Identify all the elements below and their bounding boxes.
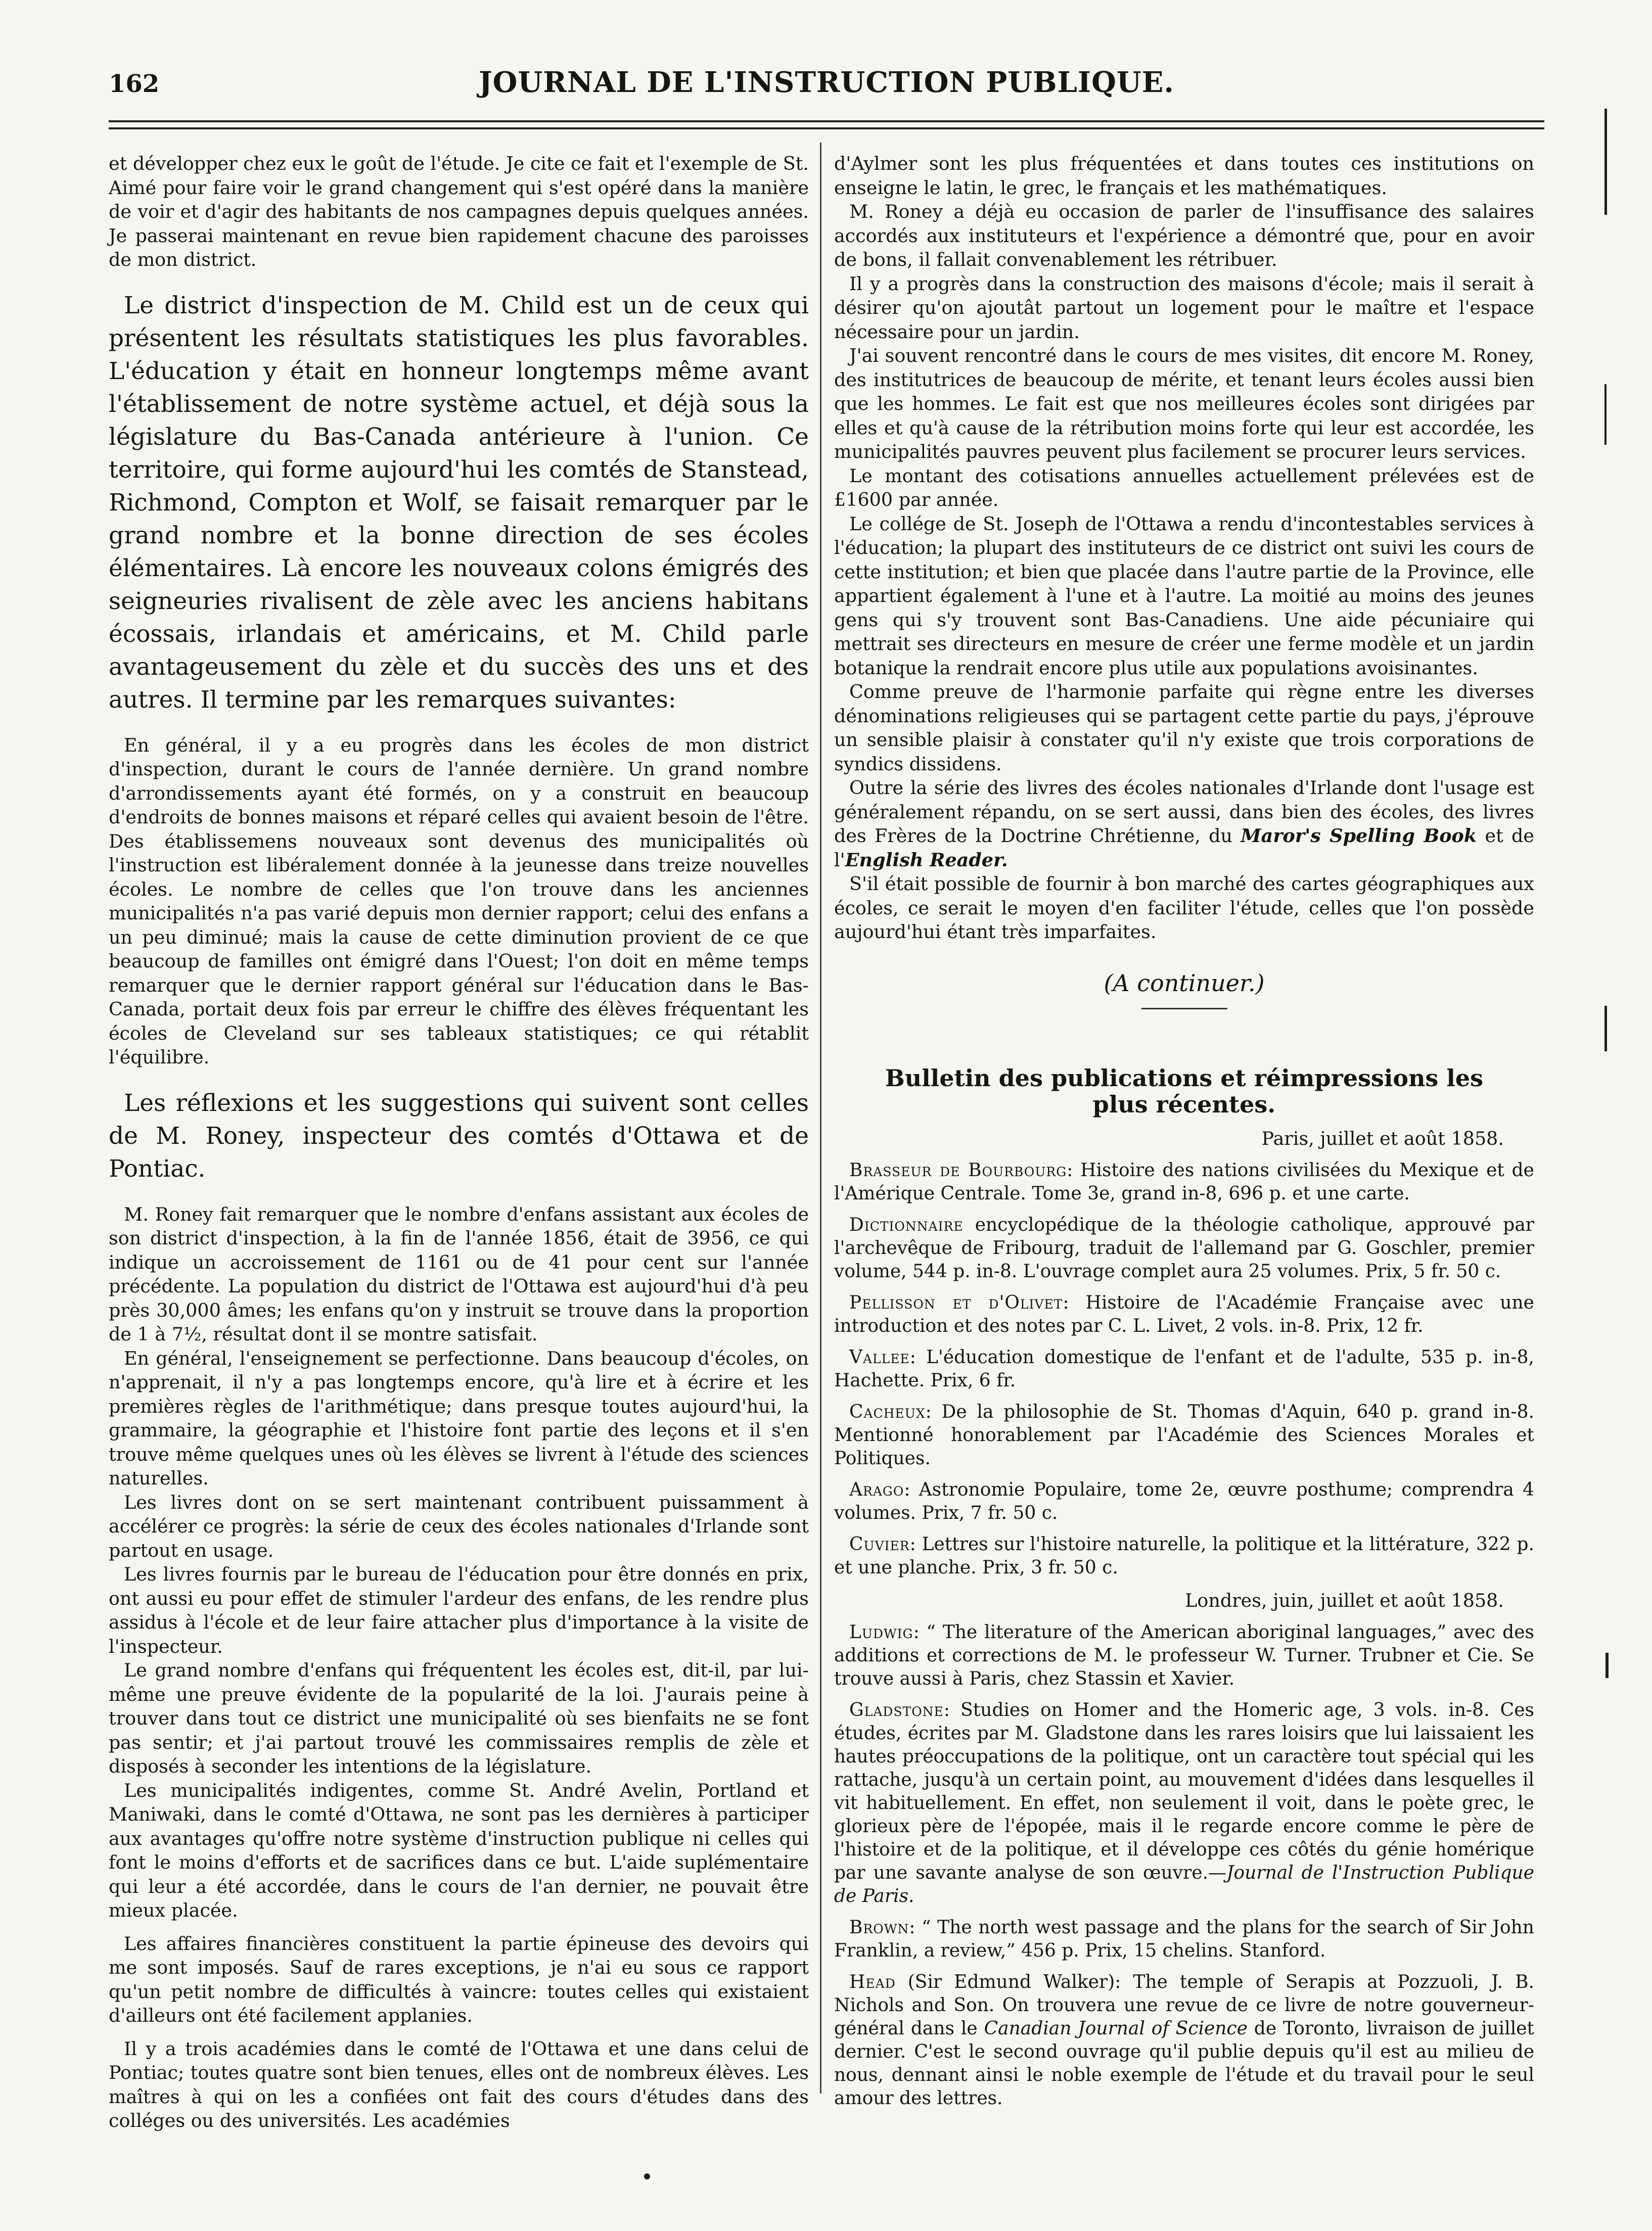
book-title: Maror's Spelling Book: [1241, 825, 1477, 847]
scan-edge-mark: [1604, 1006, 1607, 1051]
bibliography-entry: [834, 1159, 1534, 1205]
entry-text: : L'éducation domestique de l'enfant et de l'adulte, 535 p. in-8, Hachette. Prix, 6 fr.: [834, 1346, 1534, 1391]
scan-edge-mark: [1605, 1653, 1609, 1678]
left-column: [109, 152, 809, 2133]
bibliography-entry: [834, 1401, 1534, 1470]
dateline-londres: Londres, juin, juillet et août 1858.: [1185, 1589, 1504, 1611]
paragraph: Les livres fournis par le bureau de l'éducation pour être donnés en prix, ont aussi eu pour effet de stimuler l'ardeur des enfans, de les rendre plus assidus à l'école et de leur faire attacher plus d'importance à la visite de l'inspecteur.: [109, 1563, 809, 1657]
bibliography-entry: [834, 1621, 1534, 1691]
entry-source: Journal de l'Instruction Publique de Paris.: [834, 1862, 1535, 1907]
entry-text: : “ The north west passage and the plans for the search of Sir John Franklin, a review,” 456 p. Prix, 15 chelins. Stanford.: [834, 1917, 1534, 1961]
paragraph: Le collége de St. Joseph de l'Ottawa a rendu d'incontestables services à l'éducation; la plupart des instituteurs de ce district ont suivi les cours de cette institution; et bien que placée dans l'autre partie de la Province, elle appartient également à l'une et à l'autre. La moitié au moins des jeunes gens qui s'y trouvent sont Bas-Canadiens. Une aide pécuniaire qui mettrait ses directeurs en mesure de créer une ferme modèle et un jardin botanique la rendrait encore plus utile aux populations avoisinantes.: [834, 513, 1534, 679]
entry-text: : Histoire de l'Académie Française avec une introduction et des notes par C. L. Livet, 2 vols. in-8. Prix, 12 fr.: [834, 1292, 1534, 1336]
paragraph: Les livres dont on se sert maintenant contribuent puissamment à accélérer ce progrès: la série de ceux des écoles nationales d'Irlande sont partout en usage.: [109, 1491, 809, 1561]
entry-author: Brasseur de Bourbourg: [849, 1159, 1067, 1181]
bibliography-entry: [834, 1346, 1534, 1392]
paragraph: En général, l'enseignement se perfectionne. Dans beaucoup d'écoles, on n'apprenait, il n'y a pas longtemps encore, qu'à lire et à écrire et les premières règles de l'arithmétique; dans presque toutes aujourd'hui, la grammaire, la géographie et l'histoire font partie des leçons et il s'en trouve même quelques unes où les élèves se livrent à l'étude des sciences naturelles.: [109, 1347, 809, 1489]
paragraph: Comme preuve de l'harmonie parfaite qui règne entre les diverses dénominations religieuses qui se partagent cette partie du pays, j'éprouve un sensible plaisir à constater qu'il n'y existe que trois corporations de syndics dissidens.: [834, 681, 1534, 775]
entry-author: Arago: [849, 1479, 904, 1500]
paragraph: S'il était possible de fournir à bon marché des cartes géographiques aux écoles, ce serait le moyen d'en faciliter l'étude, celles que l'on possède aujourd'hui étant très imparfaites.: [834, 873, 1534, 943]
quoted-report-child: En général, il y a eu progrès dans les écoles de mon district d'inspection, durant le cours de l'année dernière. Un grand nombre d'arrondissements ayant été formés, on y a construit en beaucoup d'endroits de bonnes maisons et réparé celles qui avaient besoin de l'être. Des établissemens nouveaux sont devenus des municipalités où l'instruction est libéralement donnée à la jeunesse dans treize nouvelles écoles. Le nombre de celles que l'on trouve dans les anciennes municipalités n'a pas varié depuis mon dernier rapport; celui des enfans a un peu diminué; mais la cause de cette diminution provient de ce que beaucoup de familles ont émigré dans l'Ouest; l'on doit en même temps remarquer que le dernier rapport général sur l'éducation dans le Bas-Canada, portait deux fois par erreur le chiffre des élèves fréquentant les écoles de Cleveland sur ses tableaux statistiques; ce qui rétablit l'équilibre.: [109, 734, 809, 1068]
paragraph: M. Roney fait remarquer que le nombre d'enfans assistant aux écoles de son district d'inspection, à la fin de l'année 1856, était de 3956, ce qui indique un accroissement de 1161 ou de 41 pour cent sur l'année précédente. La population du district de l'Ottawa est aujourd'hui d'à peu près 30,000 âmes; les enfans qu'on y instruit se trouve dans la proportion de 1 à 7½, résultat dont il se montre satisfait.: [109, 1203, 809, 1345]
entry-text: : Studies on Homer and the Homeric age, 3 vols. in-8. Ces études, écrites par M. Gladstone dans les rares loisirs que lui laissaient les hautes préoccupations de la politique, ont un caractère tout spécial qui les rattache, jusqu'à un certain point, au mouvement d'idées dans lesquelles il vit habituellement. En effet, non seulement il voit, dans le poète grec, le glorieux père de l'épopée, mais il le regarde encore comme le père de l'histoire et de la politique, et il développe ces côtés du génie homérique par une savante analyse de son œuvre.—: [834, 1699, 1534, 1883]
scan-edge-mark: [1604, 109, 1607, 215]
text-run: et de l': [834, 825, 1534, 871]
right-column: [834, 152, 1534, 2110]
dateline-paris: Paris, juillet et août 1858.: [1261, 1127, 1504, 1149]
entry-author: Head: [849, 1971, 896, 1992]
page-header: [109, 66, 1544, 101]
lead-paragraph-roney: Les réflexions et les suggestions qui suivent sont celles de M. Roney, inspecteur des comtés d'Ottawa et de Pontiac.: [109, 1089, 809, 1183]
entry-text: : De la philosophie de St. Thomas d'Aquin, 640 p. grand in-8. Mentionné honorablement par l'Académie des Sciences Morales et Politiques.: [834, 1401, 1534, 1469]
entry-text: : Histoire des nations civilisées du Mexique et de l'Amérique Centrale. Tome 3e, grand in-8, 696 p. et une carte.: [834, 1159, 1534, 1204]
text-run: Outre la série des livres des écoles nationales d'Irlande dont l'usage est généralement répandu, on se sert aussi, dans bien des écoles, des livres des Frères de la Doctrine Chrétienne, du: [834, 777, 1534, 847]
header-rule-bottom: [109, 127, 1544, 129]
paragraph: Le grand nombre d'enfans qui fréquentent les écoles est, dit-il, par lui-même une preuve évidente de la popularité de la loi. J'aurais peine à trouver dans tout ce district une municipalité où ses bienfaits ne se font pas sentir; et j'ai partout trouvé les commissaires remplis de zèle et disposés à seconder les intentions de la législature.: [109, 1659, 809, 1777]
entry-text: encyclopédique de la théologie catholique, approuvé par l'archevêque de Fribourg, traduit de l'allemand par G. Goschler, premier volume, 544 p. in-8. L'ouvrage complet aura 25 volumes. Prix, 5 fr. 50 c.: [834, 1214, 1534, 1282]
entry-author: Dictionnaire: [849, 1214, 963, 1235]
bibliography-entry: [834, 1478, 1534, 1525]
bibliography-entry: [834, 1916, 1534, 1963]
entry-author: Vallee: [849, 1346, 910, 1368]
short-rule: [1141, 1008, 1227, 1009]
entry-text: : “ The literature of the American aboriginal languages,” avec des additions et corrections de M. le professeur W. Turner. Trubner et Cie. Se trouve aussi à Paris, chez Stassin et Xavier.: [834, 1621, 1534, 1689]
entry-text: (Sir Edmund Walker): The temple of Serapis at Pozzuoli, J. B. Nichols and Son. On trouvera une revue de ce livre de notre gouverneur-général dans le: [834, 1971, 1534, 2039]
entry-text: : Astronomie Populaire, tome 2e, œuvre posthume; comprendra 4 volumes. Prix, 7 fr. 50 c.: [834, 1479, 1534, 1523]
bibliography-entry: [834, 1533, 1534, 1579]
scan-edge-mark: [1604, 384, 1607, 445]
paragraph: [834, 776, 1534, 872]
bibliography-entry: [834, 1214, 1534, 1283]
paragraph: d'Aylmer sont les plus fréquentées et dans toutes ces institutions on enseigne le latin, le grec, le français et les mathématiques.: [834, 153, 1534, 199]
page-number: 162: [109, 70, 160, 98]
entry-author: Ludwig: [849, 1621, 913, 1643]
paragraph: Il y a progrès dans la construction des maisons d'école; mais il serait à désirer qu'on ajoutât partout un logement pour le maître et l'espace nécessaire pour un jardin.: [834, 272, 1534, 343]
entry-journal: Canadian Journal of Science: [984, 2018, 1248, 2039]
entry-author: Pellisson et d'Olivet: [849, 1292, 1063, 1313]
column-divider: [820, 143, 821, 2094]
book-title: English Reader.: [845, 849, 1008, 871]
paragraph: Le montant des cotisations annuelles actuellement prélevées est de £1600 par année.: [834, 464, 1534, 510]
bibliography-entry: [834, 1699, 1534, 1908]
paragraph: Il y a trois académies dans le comté de l'Ottawa et une dans celui de Pontiac; toutes quatre sont bien tenues, elles ont de nombreux élèves. Les maîtres à qui on les a confiées ont fait des cours d'études dans des colléges ou des universités. Les académies: [109, 2037, 809, 2131]
bibliography-entry: [834, 1291, 1534, 1338]
paragraph: M. Roney a déjà eu occasion de parler de l'insuffisance des salaires accordés aux instituteurs et l'expérience a démontré que, pour en avoir de bons, il fallait convenablement les rétribuer.: [834, 201, 1534, 270]
scan-dot-mark: [644, 2173, 650, 2179]
entry-text: de Toronto, livraison de juillet dernier. C'est le second ouvrage qu'il publie depuis qu'il est au milieu de nous, dennant ainsi le noble exemple de l'étude et du travail pour le seul amour des lettres.: [834, 2018, 1534, 2109]
paragraph: J'ai souvent rencontré dans le cours de mes visites, dit encore M. Roney, des institutrices de beaucoup de mérite, et tenant leurs écoles aussi bien que les hommes. Le fait est que nos meilleures écoles sont dirigées par elles et qu'à cause de la rétribution moins forte qui leur est accordée, les municipalités pauvres peuvent plus facilement se procurer leurs services.: [834, 345, 1534, 462]
journal-title: JOURNAL DE L'INSTRUCTION PUBLIQUE.: [479, 66, 1174, 99]
paragraph: Les municipalités indigentes, comme St. André Avelin, Portland et Maniwaki, dans le comté d'Ottawa, ne sont pas les dernières à participer aux avantages qu'offre notre système d'instruction publique ni celles qui font le moins d'efforts et de sacrifices dans ce but. L'aide suplémentaire qui leur a été accordée, dans le cours de l'an dernier, ne pouvait être mieux placée.: [109, 1779, 809, 1921]
continued-note: (A continuer.): [1104, 969, 1265, 997]
lead-paragraph-child: Le district d'inspection de M. Child est un de ceux qui présentent les résultats statistiques les plus favorables. L'éducation y était en honneur longtemps même avant l'établissement de notre système actuel, et déjà sous la législature du Bas-Canada antérieure à l'union. Ce territoire, qui forme aujourd'hui les comtés de Stanstead, Richmond, Compton et Wolf, se faisait remarquer par le grand nombre et la bonne direction de ses écoles élémentaires. Là encore les nouveaux colons émigrés des seigneuries rivalisent de zèle avec les anciens habitans écossais, irlandais et américains, et M. Child parle avantageusement du zèle et du succès des uns et des autres. Il termine par les remarques suivantes:: [109, 291, 809, 714]
entry-author: Cacheux: [849, 1401, 926, 1422]
entry-author: Cuvier: [849, 1533, 910, 1555]
header-rule-top: [109, 120, 1544, 122]
entry-text: : Lettres sur l'histoire naturelle, la politique et la littérature, 322 p. et une planche. Prix, 3 fr. 50 c.: [834, 1533, 1534, 1578]
bibliography-entry: [834, 1971, 1534, 2110]
entry-author: Brown: [849, 1917, 909, 1938]
bulletin-heading: Bulletin des publications et réimpressions les plus récentes.: [885, 1064, 1484, 1118]
paragraph: Les affaires financières constituent la partie épineuse des devoirs qui me sont imposés. Sauf de rares exceptions, je n'ai eu sous ce rapport qu'un petit nombre de difficultés à vaincre: toutes celles qui existaient d'ailleurs ont été facilement applanies.: [109, 1932, 809, 2026]
paragraph: et développer chez eux le goût de l'étude. Je cite ce fait et l'exemple de St. Aimé pour faire voir le grand changement qui s'est opéré dans la manière de voir et d'agir des habitants de nos campagnes depuis quelques années. Je passerai maintenant en revue bien rapidement chacune des paroisses de mon district.: [109, 153, 809, 270]
entry-author: Gladstone: [849, 1699, 944, 1721]
